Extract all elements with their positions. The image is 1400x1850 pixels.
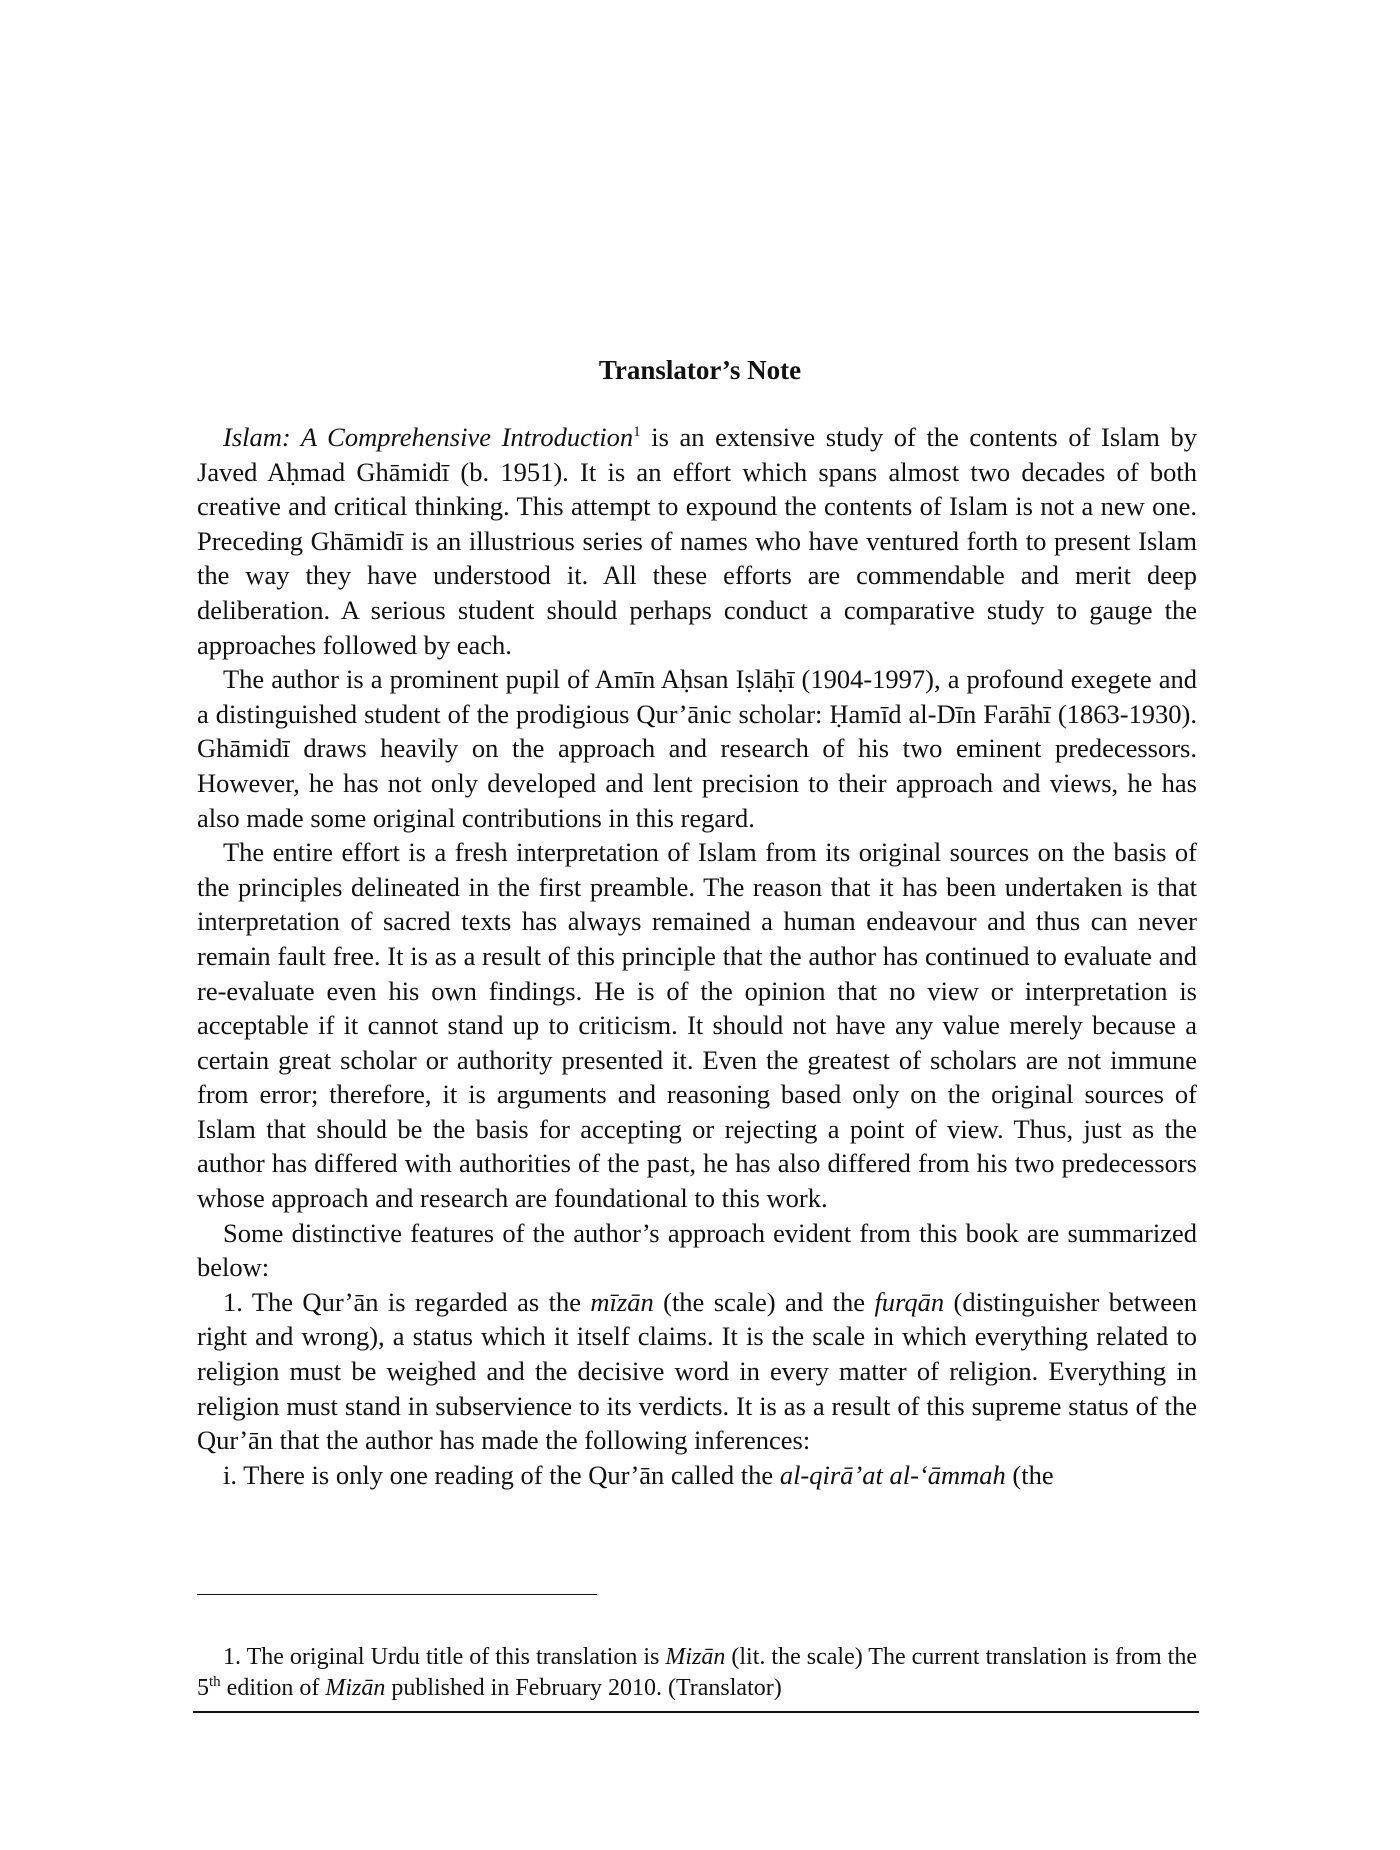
list-item-i [197, 1458, 1197, 1493]
footnote-term-mizan: Mizān [665, 1644, 726, 1670]
footnote-text-d: published in February 2010. (Translator) [385, 1675, 782, 1701]
footnote-text-b: (lit. the scale) The current translation is from the 5 [197, 1644, 1197, 1701]
list-item-1-text-c: (distinguisher between right and wrong), a status which it itself claims. It is the scale in which everything related to religion must be weighed and the decisive word in every matter of religion. Everything in religion must stand in subservience to its verdicts. It is as a result of this supreme status of the Qur’ān that the author has made the following inferences: [197, 1286, 1198, 1456]
term-al-qiraat: al-qirā’at al-‘āmmah [779, 1459, 1006, 1490]
paragraph-author: The author is a prominent pupil of Amīn Aḥsan Iṣlāḥī (1904-1997), a profound exegete and a distinguished student of the prodigious Qur’ānic scholar: Ḥamīd al-Dīn Farāhī (1863-1930). Ghāmidī draws heavily on the approach and research of his two eminent predecessors. However, he has not only developed and lent precision to their approach and views, he has also made some original contributions in this regard. [197, 664, 1197, 833]
term-furqan: furqān [874, 1286, 945, 1317]
footnote-text-a: 1. The original Urdu title of this translation is [223, 1644, 666, 1670]
footnote-separator [197, 1594, 597, 1595]
term-mizan: mīzān [590, 1286, 654, 1317]
list-item-1-text-b: (the scale) and the [653, 1286, 875, 1317]
footnote-ordinal-suffix: th [209, 1674, 221, 1690]
footnote-term-mizan-2: Mizān [325, 1675, 386, 1701]
footnote-reference[interactable]: 1 [633, 424, 641, 441]
bottom-rule [193, 1711, 1199, 1713]
footnote [197, 1642, 1197, 1704]
list-item-i-text-b: (the [1005, 1459, 1054, 1490]
paragraph-features-intro: Some distinctive features of the author’s approach evident from this book are summarized below: [197, 1217, 1197, 1283]
paragraph-intro [197, 420, 1197, 662]
list-item-i-text-a: i. There is only one reading of the Qur’ān called the [223, 1459, 780, 1490]
page-title: Translator’s Note [598, 355, 802, 385]
list-item-1-text-a: 1. The Qur’ān is regarded as the [223, 1286, 591, 1317]
list-item-1 [197, 1285, 1197, 1458]
paragraph-interpretation: The entire effort is a fresh interpretation of Islam from its original sources on the basis of the principles delineated in the first preamble. The reason that it has been undertaken is that interpretation of sacred texts has always remained a human endeavour and thus can never remain fault free. It is as a result of this principle that the author has continued to evaluate and re-evaluate even his own findings. He is of the opinion that no view or interpretation is acceptable if it cannot stand up to criticism. It should not have any value merely because a certain great scholar or authority presented it. Even the greatest of scholars are not immune from error; therefore, it is arguments and reasoning based only on the original sources of Islam that should be the basis for accepting or rejecting a point of view. Thus, just as the author has differed with authorities of the past, he has also differed from his two predecessors whose approach and research are foundational to this work. [197, 837, 1197, 1214]
book-title: Islam: A Comprehensive Introduction [223, 422, 634, 452]
footnote-text-c: edition of [220, 1675, 326, 1701]
paragraph-intro-text: is an extensive study of the contents of Islam by Javed Aḥmad Ghāmidī (b. 1951). It is an effort which spans almost two decades of both creative and critical thinking. This attempt to expound the contents of Islam is not a new one. Preceding Ghāmidī is an illustrious series of names who have ventured forth to present Islam the way they have understood it. All these efforts are commendable and merit deep deliberation. A serious student should perhaps conduct a comparative study to gauge the approaches followed by each. [197, 422, 1197, 660]
body-text [197, 420, 1197, 1492]
